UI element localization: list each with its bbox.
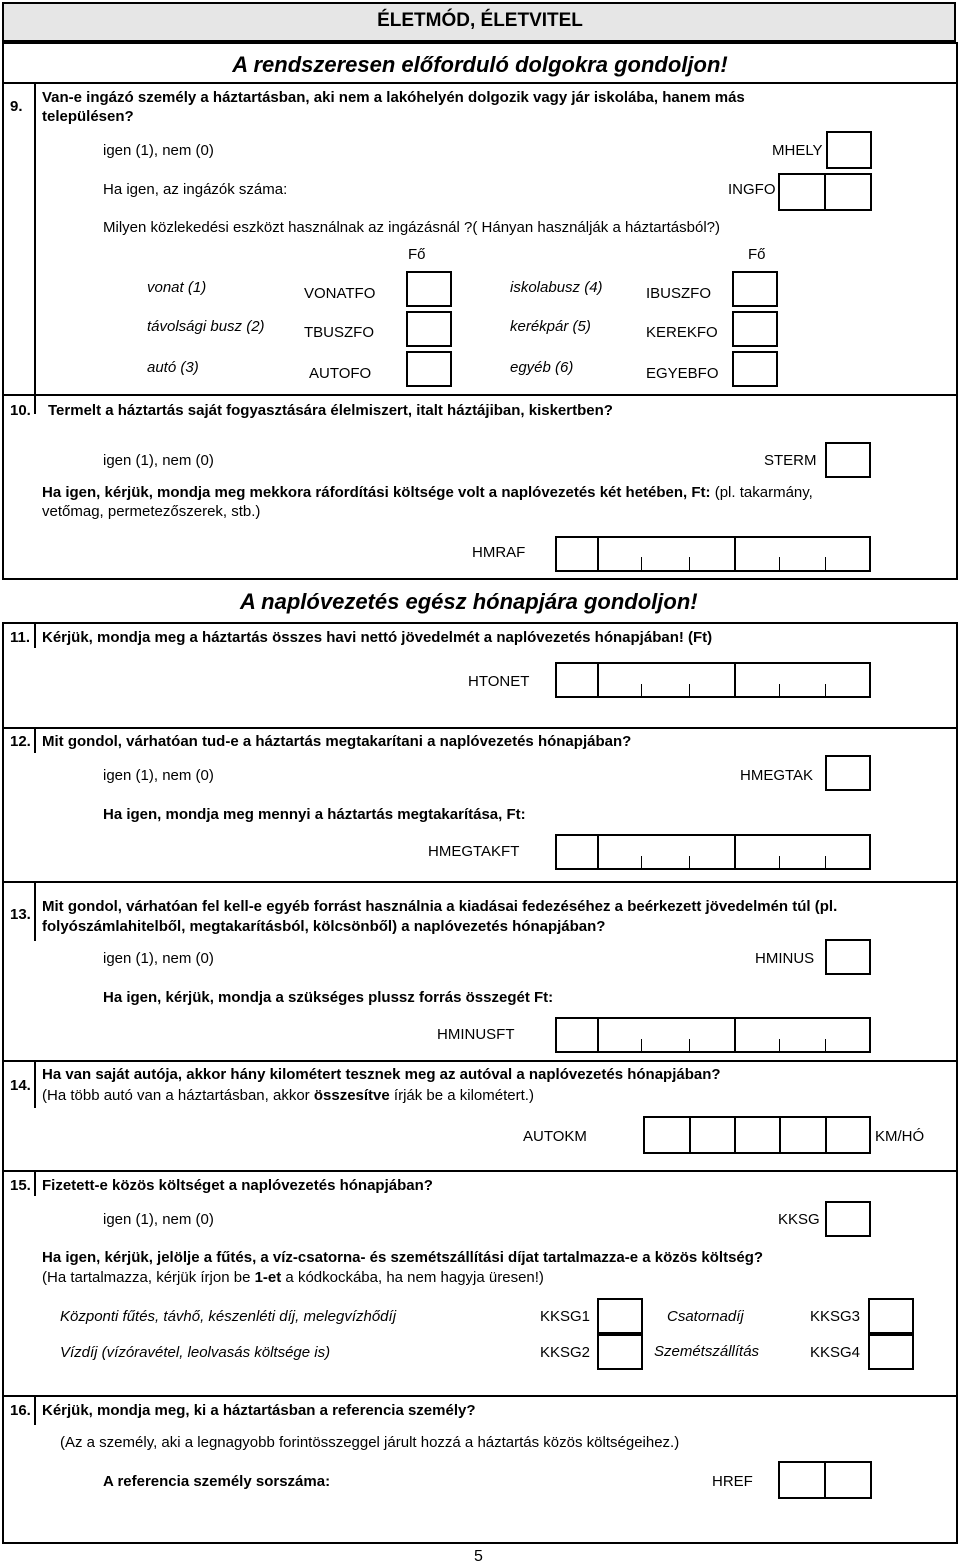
question-text: Termelt a háztartás saját fogyasztására élelmiszert, italt háztájiban, kiskertben?: [48, 402, 613, 419]
code-box-kksg4[interactable]: [868, 1334, 914, 1370]
qnum-divider: [34, 1395, 36, 1425]
transport-question: Milyen közlekedési eszközt használnak az ingázásnál ?( Hányan használják a háztartásból?): [103, 219, 721, 236]
transport-item-label: iskolabusz (4): [510, 279, 603, 296]
amount-code: AUTOKM: [523, 1128, 587, 1145]
digit-tick: [779, 1039, 780, 1053]
amount-field-autokm[interactable]: [643, 1116, 871, 1154]
cost-item-label: Szemétszállítás: [654, 1343, 760, 1360]
digit-divider: [734, 536, 736, 572]
code-box-kerekfo[interactable]: [732, 311, 778, 347]
divider: [2, 1395, 958, 1397]
code-label: MHELY: [772, 142, 823, 159]
yesno-label: igen (1), nem (0): [103, 142, 214, 159]
digit-divider: [825, 1116, 827, 1154]
code-box-ingfo-2[interactable]: [824, 173, 872, 211]
count-label: Ha igen, az ingázók száma:: [103, 181, 288, 198]
code-box-kksg3[interactable]: [868, 1298, 914, 1334]
note-text-tail: írják be a kilométert.): [389, 1087, 534, 1104]
question-text: Kérjük, mondja meg, ki a háztartásban a referencia személy?: [42, 1402, 476, 1419]
yesno-label: igen (1), nem (0): [103, 767, 214, 784]
code-box-vonatfo[interactable]: [406, 271, 452, 307]
cost-item-label: Központi fűtés, távhő, készenléti díj, melegvízhődíj: [60, 1308, 397, 1325]
cost-item-label: Vízdíj (vízóravétel, leolvasás költsége is): [60, 1344, 331, 1361]
code-box-href-1[interactable]: [778, 1461, 826, 1499]
yesno-label: igen (1), nem (0): [103, 1211, 214, 1228]
digit-divider: [597, 662, 599, 698]
cost-item-code: KKSG4: [810, 1344, 861, 1361]
digit-divider: [779, 1116, 781, 1154]
qnum-divider: [34, 1060, 36, 1108]
digit-divider: [597, 536, 599, 572]
note-text: (Ha több autó van a háztartásban, akkor: [42, 1087, 314, 1104]
unit-label: Fő: [408, 246, 426, 263]
code-box-egyebfo[interactable]: [732, 351, 778, 387]
question-text: Kérjük, mondja meg a háztartás összes havi nettó jövedelmét a naplóvezetés hónapjában! (Ft): [42, 629, 713, 646]
yesno-label: igen (1), nem (0): [103, 452, 214, 469]
code-box-kksg[interactable]: [825, 1201, 871, 1237]
digit-divider: [689, 1116, 691, 1154]
digit-tick: [825, 557, 826, 571]
qnum-divider: [34, 727, 36, 753]
code-label: KKSG: [778, 1211, 820, 1228]
code-box-hminus[interactable]: [825, 939, 871, 975]
code-box-ibuszfo[interactable]: [732, 271, 778, 307]
transport-item-label: távolsági busz (2): [147, 318, 265, 335]
transport-item-label: vonat (1): [147, 279, 207, 296]
code-label: HMEGTAK: [740, 767, 814, 784]
qnum-divider: [34, 1170, 36, 1196]
digit-tick: [689, 856, 690, 870]
qnum-divider: [34, 881, 36, 941]
digit-tick: [641, 1039, 642, 1053]
amount-field-hmegtakft[interactable]: [555, 834, 871, 870]
transport-item-code: IBUSZFO: [646, 285, 712, 302]
question-number: 10.: [10, 402, 31, 419]
code-box-href-2[interactable]: [824, 1461, 872, 1499]
digit-tick: [779, 856, 780, 870]
digit-divider: [734, 1116, 736, 1154]
digit-tick: [689, 1039, 690, 1053]
code-box-autofo[interactable]: [406, 351, 452, 387]
digit-divider: [555, 536, 557, 572]
yesno-label: igen (1), nem (0): [103, 950, 214, 967]
question-text: Mit gondol, várhatóan fel kell-e egyéb forrást használnia a kiadásai fedezéséhez a beérkezett jövedelmén túl (pl.: [42, 898, 838, 915]
cost-item-code: KKSG3: [810, 1308, 861, 1325]
divider: [2, 727, 958, 729]
cost-item-code: KKSG1: [540, 1308, 591, 1325]
code-box-kksg1[interactable]: [597, 1298, 643, 1334]
question-number: 14.: [10, 1077, 31, 1094]
digit-tick: [825, 856, 826, 870]
note-bold: összesítve: [313, 1087, 390, 1104]
note-text: (Ha tartalmazza, kérjük írjon be: [42, 1269, 255, 1286]
intro-heading-1: A rendszeresen előforduló dolgokra gondoljon!: [232, 52, 728, 77]
amount-field-hminusft[interactable]: [555, 1017, 871, 1053]
code-box-ingfo-1[interactable]: [778, 173, 826, 211]
code-label: STERM: [764, 452, 817, 469]
code-box-sterm[interactable]: [825, 442, 871, 478]
question-text: Fizetett-e közös költséget a naplóvezetés hónapjában?: [42, 1177, 433, 1194]
unit-label: Fő: [748, 246, 766, 263]
digit-divider: [734, 662, 736, 698]
followup-text: Ha igen, kérjük, mondja a szükséges plussz forrás összegét Ft:: [103, 989, 554, 1006]
question-number: 13.: [10, 906, 31, 923]
qnum-divider: [34, 394, 36, 414]
transport-item-label: autó (3): [147, 359, 199, 376]
question-text: Mit gondol, várhatóan tud-e a háztartás megtakarítani a naplóvezetés hónapjában?: [42, 733, 632, 750]
digit-divider: [734, 834, 736, 870]
page-number: 5: [474, 1548, 483, 1565]
transport-item-code: TBUSZFO: [304, 324, 374, 341]
amount-code: HMRAF: [472, 544, 526, 561]
digit-tick: [641, 557, 642, 571]
page-title: ÉLETMÓD, ÉLETVITEL: [377, 10, 583, 31]
digit-divider: [597, 1017, 599, 1053]
digit-tick: [689, 684, 690, 698]
amount-field-htonet[interactable]: [555, 662, 871, 698]
digit-tick: [825, 1039, 826, 1053]
transport-item-label: kerékpár (5): [510, 318, 591, 335]
note-text-tail: a kódkockába, ha nem hagyja üresen!): [281, 1269, 544, 1286]
code-box-kksg2[interactable]: [597, 1334, 643, 1370]
digit-tick: [641, 856, 642, 870]
amount-code: HTONET: [468, 673, 530, 690]
note-text: (Az a személy, aki a legnagyobb forintösszeggel járult hozzá a háztartás közös költségeihez.): [60, 1434, 680, 1451]
code-box-tbuszfo[interactable]: [406, 311, 452, 347]
ref-person-label: A referencia személy sorszáma:: [103, 1473, 331, 1490]
divider: [2, 1170, 958, 1172]
transport-item-code: AUTOFO: [309, 365, 372, 382]
divider: [2, 82, 958, 84]
digit-tick: [641, 684, 642, 698]
question-text-cont: folyószámlahitelből, megtakarításból, kölcsönből) a naplóvezetés hónapjában?: [42, 918, 606, 935]
digit-divider: [734, 1017, 736, 1053]
intro-heading-2: A naplóvezetés egész hónapjára gondoljon!: [240, 589, 698, 614]
transport-item-label: egyéb (6): [510, 359, 574, 376]
divider: [2, 881, 958, 883]
divider: [2, 394, 958, 396]
followup-text: Ha igen, mondja meg mennyi a háztartás megtakarítása, Ft:: [103, 806, 526, 823]
unit-label: KM/HÓ: [875, 1128, 925, 1145]
note-bold: 1-et: [254, 1269, 282, 1286]
transport-item-code: VONATFO: [304, 285, 376, 302]
followup-text-tail: (pl. takarmány,: [714, 484, 813, 501]
question-number: 15.: [10, 1177, 31, 1194]
amount-code: HMEGTAKFT: [428, 843, 520, 860]
question-text: Van-e ingázó személy a háztartásban, aki nem a lakóhelyén dolgozik vagy jár iskolába, hanem más: [42, 89, 745, 106]
followup-text: Ha igen, kérjük, mondja meg mekkora ráfordítási költsége volt a naplóvezetés két hetében, Ft:: [42, 484, 711, 501]
question-number: 16.: [10, 1402, 31, 1419]
code-label: HREF: [712, 1473, 753, 1490]
code-box-mhely[interactable]: [826, 131, 872, 169]
code-label: HMINUS: [755, 950, 815, 967]
digit-divider: [597, 834, 599, 870]
transport-item-code: EGYEBFO: [646, 365, 719, 382]
question-text-cont: településen?: [42, 108, 134, 125]
amount-code: HMINUSFT: [437, 1026, 515, 1043]
question-number: 12.: [10, 733, 31, 750]
followup-text-cont: vetőmag, permetezőszerek, stb.): [42, 503, 261, 520]
code-label: INGFO: [728, 181, 776, 198]
divider: [2, 1060, 958, 1062]
qnum-divider: [34, 622, 36, 648]
question-text: Ha van saját autója, akkor hány kilométert tesznek meg az autóval a naplóvezetés hónapjában?: [42, 1066, 721, 1083]
question-number: 11.: [10, 629, 31, 646]
question-number: 9.: [10, 98, 23, 115]
digit-tick: [689, 557, 690, 571]
followup-text: Ha igen, kérjük, jelölje a fűtés, a víz-csatorna- és szemétszállítási díjat tartalmazza-e a közös költség?: [42, 1249, 764, 1266]
digit-tick: [825, 684, 826, 698]
digit-tick: [779, 557, 780, 571]
digit-tick: [779, 684, 780, 698]
cost-item-code: KKSG2: [540, 1344, 591, 1361]
qnum-divider: [34, 82, 36, 400]
transport-item-code: KEREKFO: [646, 324, 718, 341]
code-box-hmegtak[interactable]: [825, 755, 871, 791]
cost-item-label: Csatornadíj: [667, 1308, 744, 1325]
